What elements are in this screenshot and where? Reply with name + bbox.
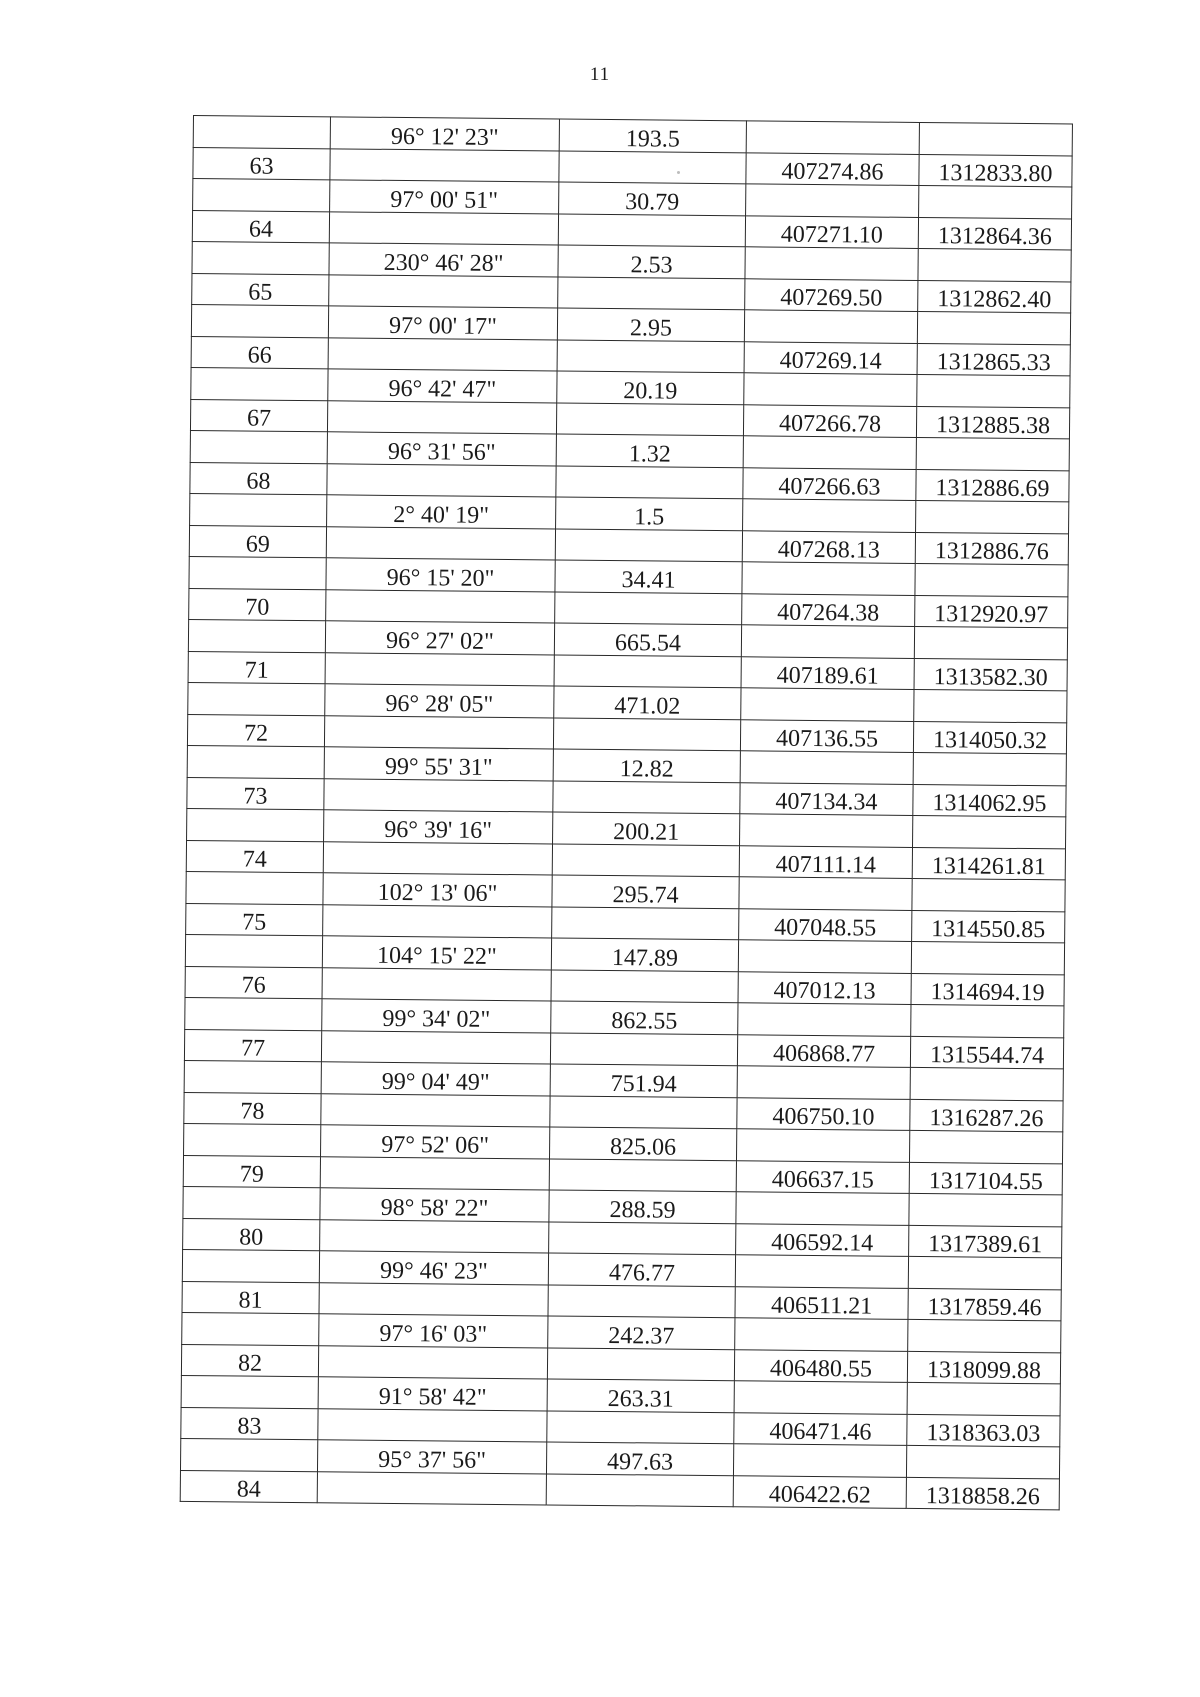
survey-coordinates-table [180,115,1073,1510]
y-coordinate-cell: 1318099.88 [907,1351,1060,1384]
distance-cell [552,843,739,876]
y-coordinate-cell: 1318858.26 [906,1477,1059,1510]
distance-cell [558,214,745,247]
station-cell [188,619,325,652]
y-coordinate-cell: 1312865.33 [917,343,1070,376]
distance-cell [550,1095,737,1128]
x-coordinate-cell [745,247,918,280]
station-cell: 83 [181,1407,318,1440]
x-coordinate-cell: 406868.77 [737,1034,910,1067]
distance-cell: 193.5 [559,119,746,152]
station-cell: 63 [193,147,330,180]
y-coordinate-cell [909,1130,1062,1163]
station-cell: 72 [187,714,324,747]
bearing-cell: 99° 55' 31" [324,747,553,781]
y-coordinate-cell [915,563,1068,596]
station-cell [191,304,328,337]
distance-cell: 471.02 [554,686,741,719]
station-cell [183,1186,320,1219]
distance-cell: 147.89 [551,938,738,971]
distance-cell [554,654,741,687]
station-cell [191,367,328,400]
x-coordinate-cell [741,688,914,721]
bearing-cell: 102° 13' 06" [323,873,552,907]
bearing-cell [323,904,552,938]
y-coordinate-cell [919,122,1072,155]
y-coordinate-cell: 1312864.36 [918,217,1071,250]
bearing-cell [322,967,551,1001]
bearing-cell: 97° 16' 03" [319,1314,548,1348]
bearing-cell [320,1219,549,1253]
bearing-cell [327,400,556,434]
bearing-cell [329,211,558,245]
y-coordinate-cell [907,1382,1060,1415]
distance-cell: 751.94 [550,1064,737,1097]
y-coordinate-cell [908,1319,1061,1352]
distance-cell [548,1284,735,1317]
station-cell: 82 [181,1344,318,1377]
y-coordinate-cell [906,1445,1059,1478]
y-coordinate-cell [919,185,1072,218]
station-cell: 69 [189,525,326,558]
station-cell: 79 [183,1155,320,1188]
y-coordinate-cell [916,437,1069,470]
distance-cell: 862.55 [551,1001,738,1034]
bearing-cell [329,274,558,308]
x-coordinate-cell: 406471.46 [734,1412,907,1445]
y-coordinate-cell [914,689,1067,722]
bearing-cell [321,1030,550,1064]
x-coordinate-cell [742,562,915,595]
y-coordinate-cell: 1313582.30 [914,658,1067,691]
y-coordinate-cell: 1312886.76 [915,532,1068,565]
bearing-cell [323,841,552,875]
x-coordinate-cell: 407269.14 [744,341,917,374]
bearing-cell: 230° 46' 28" [329,243,558,277]
y-coordinate-cell [917,311,1070,344]
bearing-cell [321,1093,550,1127]
x-coordinate-cell: 407274.86 [746,152,919,185]
y-coordinate-cell: 1314694.19 [911,973,1064,1006]
x-coordinate-cell [740,751,913,784]
x-coordinate-cell: 407048.55 [739,908,912,941]
station-cell [188,682,325,715]
y-coordinate-cell [916,500,1069,533]
bearing-cell: 97° 52' 06" [321,1125,550,1159]
station-cell: 71 [188,651,325,684]
x-coordinate-cell [746,184,919,217]
y-coordinate-cell: 1312885.38 [916,406,1069,439]
station-cell: 67 [190,399,327,432]
station-cell [185,997,322,1030]
distance-cell: 2.53 [558,245,745,278]
x-coordinate-cell [741,625,914,658]
x-coordinate-cell [739,877,912,910]
distance-cell [553,780,740,813]
distance-cell: 295.74 [552,875,739,908]
station-cell [189,556,326,589]
y-coordinate-cell: 1314062.95 [913,784,1066,817]
station-cell [192,241,329,274]
station-cell: 76 [185,966,322,999]
y-coordinate-cell [908,1256,1061,1289]
bearing-cell [317,1471,546,1505]
y-coordinate-cell: 1314261.81 [912,847,1065,880]
bearing-cell: 96° 39' 16" [324,810,553,844]
y-coordinate-cell [911,941,1064,974]
distance-cell [553,717,740,750]
x-coordinate-cell: 407266.78 [743,404,916,437]
distance-cell [559,151,746,184]
distance-cell: 288.59 [549,1190,736,1223]
station-cell: 77 [184,1029,321,1062]
station-cell: 70 [189,588,326,621]
distance-cell: 476.77 [548,1253,735,1286]
bearing-cell [328,337,557,371]
station-cell: 64 [192,210,329,243]
y-coordinate-cell [913,752,1066,785]
survey-table-body [180,116,1072,1510]
x-coordinate-cell: 406480.55 [734,1349,907,1382]
bearing-cell: 99° 46' 23" [319,1251,548,1285]
station-cell: 80 [183,1218,320,1251]
x-coordinate-cell [740,814,913,847]
distance-cell: 12.82 [553,749,740,782]
x-coordinate-cell [738,940,911,973]
distance-cell [546,1473,733,1506]
distance-cell [555,591,742,624]
bearing-cell [326,589,555,623]
distance-cell: 30.79 [559,182,746,215]
x-coordinate-cell [743,499,916,532]
y-coordinate-cell: 1317859.46 [908,1288,1061,1321]
bearing-cell [326,526,555,560]
bearing-cell [318,1408,547,1442]
distance-cell [555,528,742,561]
x-coordinate-cell [736,1192,909,1225]
distance-cell: 1.5 [556,497,743,530]
y-coordinate-cell [909,1193,1062,1226]
station-cell: 81 [182,1281,319,1314]
x-coordinate-cell [746,121,919,154]
distance-cell: 1.32 [556,434,743,467]
distance-cell: 665.54 [554,623,741,656]
bearing-cell: 96° 12' 23" [330,117,559,151]
survey-table-container [180,115,1067,1510]
distance-cell [552,906,739,939]
y-coordinate-cell [911,1004,1064,1037]
bearing-cell: 96° 28' 05" [325,684,554,718]
bearing-cell: 97° 00' 51" [330,180,559,214]
distance-cell [556,466,743,499]
station-cell [182,1249,319,1282]
bearing-cell: 97° 00' 17" [328,306,557,340]
distance-cell: 825.06 [550,1127,737,1160]
x-coordinate-cell: 406592.14 [736,1223,909,1256]
x-coordinate-cell [744,373,917,406]
bearing-cell [324,778,553,812]
y-coordinate-cell [910,1067,1063,1100]
distance-cell [549,1158,736,1191]
x-coordinate-cell [734,1381,907,1414]
distance-cell [551,969,738,1002]
x-coordinate-cell: 407012.13 [738,971,911,1004]
x-coordinate-cell: 407271.10 [745,215,918,248]
x-coordinate-cell: 407136.55 [740,719,913,752]
station-cell: 66 [191,336,328,369]
x-coordinate-cell [738,1003,911,1036]
y-coordinate-cell: 1317104.55 [909,1162,1062,1195]
distance-cell: 20.19 [557,371,744,404]
bearing-cell: 104° 15' 22" [322,936,551,970]
x-coordinate-cell: 406422.62 [733,1475,906,1508]
distance-cell: 263.31 [547,1379,734,1412]
x-coordinate-cell: 407111.14 [739,845,912,878]
station-cell [193,116,330,149]
bearing-cell [327,463,556,497]
distance-cell [547,1410,734,1443]
distance-cell [556,403,743,436]
x-coordinate-cell [743,436,916,469]
y-coordinate-cell: 1314550.85 [912,910,1065,943]
x-coordinate-cell: 406511.21 [735,1286,908,1319]
x-coordinate-cell: 407268.13 [742,530,915,563]
distance-cell [557,340,744,373]
y-coordinate-cell: 1316287.26 [910,1099,1063,1132]
bearing-cell [319,1282,548,1316]
scan-speck [677,171,680,174]
x-coordinate-cell: 407269.50 [745,278,918,311]
station-cell: 68 [190,462,327,495]
station-cell [186,871,323,904]
station-cell [180,1438,317,1471]
page-number: 11 [589,64,611,85]
bearing-cell [320,1156,549,1190]
station-cell [193,179,330,212]
distance-cell [547,1347,734,1380]
station-cell: 84 [180,1470,317,1503]
bearing-cell: 96° 27' 02" [325,621,554,655]
x-coordinate-cell: 406750.10 [737,1097,910,1130]
y-coordinate-cell: 1312833.80 [919,154,1072,187]
station-cell [190,493,327,526]
distance-cell: 200.21 [553,812,740,845]
station-cell [187,745,324,778]
bearing-cell: 95° 37' 56" [317,1440,546,1474]
x-coordinate-cell [737,1066,910,1099]
station-cell [190,430,327,463]
x-coordinate-cell [744,310,917,343]
station-cell [181,1375,318,1408]
y-coordinate-cell [917,374,1070,407]
distance-cell: 34.41 [555,560,742,593]
station-cell: 73 [187,777,324,810]
y-coordinate-cell [913,815,1066,848]
station-cell [185,934,322,967]
bearing-cell: 99° 34' 02" [322,999,551,1033]
distance-cell: 2.95 [557,308,744,341]
y-coordinate-cell: 1314050.32 [913,721,1066,754]
station-cell: 78 [184,1092,321,1125]
station-cell: 75 [186,903,323,936]
distance-cell [558,277,745,310]
x-coordinate-cell: 407189.61 [741,656,914,689]
bearing-cell: 96° 15' 20" [326,558,555,592]
y-coordinate-cell: 1317389.61 [909,1225,1062,1258]
station-cell: 65 [192,273,329,306]
bearing-cell [330,148,559,182]
x-coordinate-cell [736,1129,909,1162]
bearing-cell: 98° 58' 22" [320,1188,549,1222]
y-coordinate-cell: 1312862.40 [918,280,1071,313]
x-coordinate-cell: 407264.38 [742,593,915,626]
bearing-cell: 2° 40' 19" [327,495,556,529]
y-coordinate-cell: 1315544.74 [910,1036,1063,1069]
bearing-cell: 99° 04' 49" [321,1062,550,1096]
distance-cell [550,1032,737,1065]
bearing-cell [324,715,553,749]
y-coordinate-cell: 1312920.97 [915,595,1068,628]
bearing-cell: 96° 31' 56" [327,432,556,466]
bearing-cell: 96° 42' 47" [328,369,557,403]
bearing-cell: 91° 58' 42" [318,1377,547,1411]
y-coordinate-cell: 1318363.03 [907,1414,1060,1447]
station-cell [184,1123,321,1156]
distance-cell: 497.63 [546,1442,733,1475]
y-coordinate-cell: 1312886.69 [916,469,1069,502]
x-coordinate-cell: 407266.63 [743,467,916,500]
x-coordinate-cell: 406637.15 [736,1160,909,1193]
x-coordinate-cell [733,1444,906,1477]
station-cell [187,808,324,841]
y-coordinate-cell [914,626,1067,659]
x-coordinate-cell: 407134.34 [740,782,913,815]
x-coordinate-cell [735,1318,908,1351]
x-coordinate-cell [735,1255,908,1288]
distance-cell: 242.37 [548,1316,735,1349]
y-coordinate-cell [912,878,1065,911]
station-cell [184,1060,321,1093]
station-cell [182,1312,319,1345]
bearing-cell [325,652,554,686]
distance-cell [549,1221,736,1254]
y-coordinate-cell [918,248,1071,281]
station-cell: 74 [186,840,323,873]
bearing-cell [318,1345,547,1379]
